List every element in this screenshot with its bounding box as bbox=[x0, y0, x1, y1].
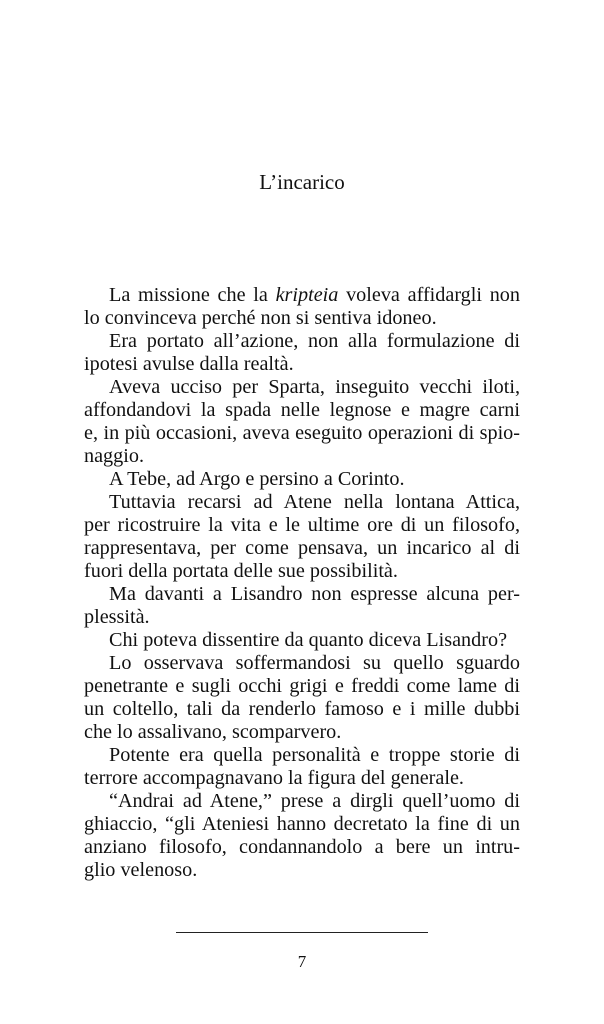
paragraph bbox=[84, 790, 520, 882]
text-line: terrore accompagnavano la figura del generale. bbox=[84, 767, 464, 789]
text-line: e, in più occasioni, aveva eseguito operazioni di spio- bbox=[84, 422, 520, 444]
paragraph bbox=[84, 468, 520, 491]
paragraph bbox=[84, 376, 520, 468]
text-line: per ricostruire la vita e le ultime ore di un filosofo, bbox=[84, 514, 520, 536]
text-line: Potente era quella personalità e troppe storie di bbox=[109, 744, 520, 766]
chapter-title: L’incarico bbox=[259, 170, 345, 194]
footer-rule bbox=[176, 932, 428, 933]
text-line: Tuttavia recarsi ad Atene nella lontana Attica, bbox=[109, 491, 520, 513]
text-fragment: La missione che la bbox=[109, 284, 276, 306]
text-line: ghiaccio, “gli Ateniesi hanno decretato la fine di un bbox=[84, 813, 520, 835]
body-text bbox=[84, 284, 520, 882]
italic-term: kripteia bbox=[275, 284, 339, 306]
text-line bbox=[84, 284, 520, 307]
text-line: ipotesi avulse dalla realtà. bbox=[84, 353, 294, 375]
page-number: 7 bbox=[297, 952, 307, 971]
text-line: naggio. bbox=[84, 445, 144, 467]
text-line: “Andrai ad Atene,” prese a dirgli quell’uomo di bbox=[109, 790, 520, 812]
text-line: A Tebe, ad Argo e persino a Corinto. bbox=[109, 468, 405, 490]
text-line: fuori della portata delle sue possibilità. bbox=[84, 560, 398, 582]
text-line: penetrante e sugli occhi grigi e freddi come lame di bbox=[84, 675, 520, 697]
paragraph bbox=[84, 284, 520, 330]
text-line: glio velenoso. bbox=[84, 859, 198, 881]
text-line: Ma davanti a Lisandro non espresse alcuna per- bbox=[109, 583, 520, 605]
text-line: plessità. bbox=[84, 606, 150, 628]
text-line: un coltello, tali da renderlo famoso e i mille dubbi bbox=[84, 698, 520, 720]
text-line: lo convinceva perché non si sentiva idoneo. bbox=[84, 307, 437, 329]
text-line: Chi poteva dissentire da quanto diceva Lisandro? bbox=[109, 629, 508, 651]
text-line: rappresentava, per come pensava, un incarico al di bbox=[84, 537, 520, 559]
text-line: Lo osservava soffermandosi su quello sguardo bbox=[109, 652, 520, 674]
text-line: Aveva ucciso per Sparta, inseguito vecchi iloti, bbox=[109, 376, 520, 398]
paragraph bbox=[84, 744, 520, 790]
paragraph bbox=[84, 583, 520, 629]
text-line: che lo assalivano, scomparvero. bbox=[84, 721, 342, 743]
paragraph bbox=[84, 491, 520, 583]
text-fragment: voleva affidargli non bbox=[338, 284, 520, 306]
text-line: affondandovi la spada nelle legnose e magre carni bbox=[84, 399, 520, 421]
paragraph bbox=[84, 629, 520, 652]
paragraph bbox=[84, 330, 520, 376]
text-line: anziano filosofo, condannandolo a bere un intru- bbox=[84, 836, 520, 858]
text-line: Era portato all’azione, non alla formulazione di bbox=[109, 330, 520, 352]
paragraph bbox=[84, 652, 520, 744]
